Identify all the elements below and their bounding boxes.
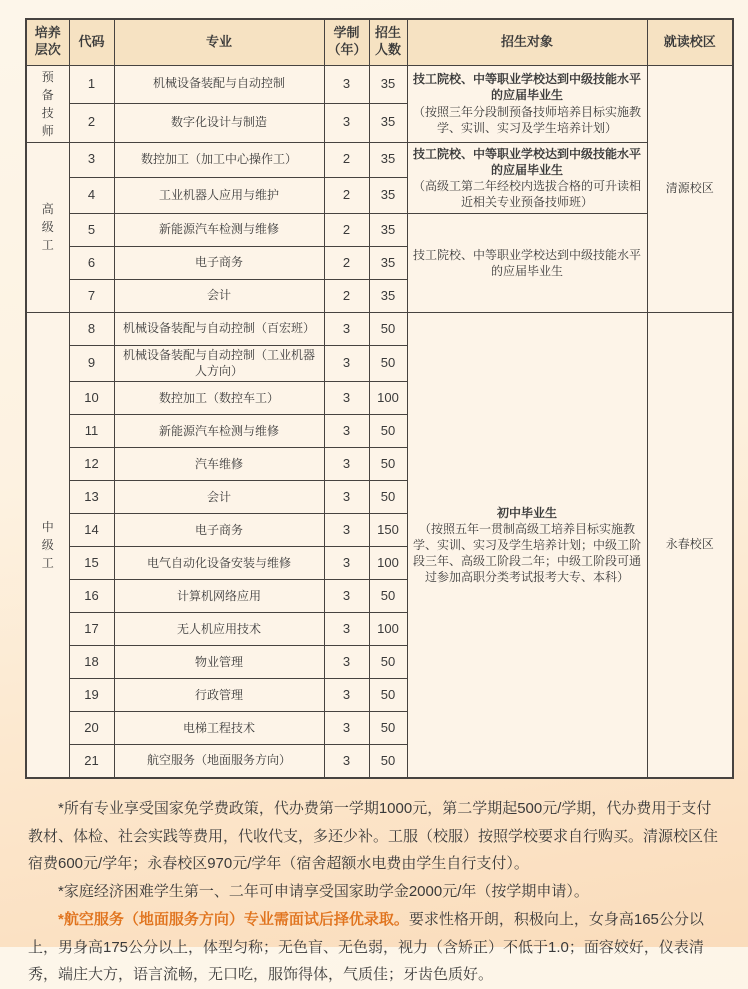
target-bold-text: 技工院校、中等职业学校达到中级技能水平的应届毕业生	[412, 72, 641, 103]
count-cell: 50	[369, 712, 407, 745]
table-row	[26, 142, 733, 178]
table-row	[26, 214, 733, 247]
note-aviation-rest: 要求性格开朗，积极向上，女身高165公分以上，男身高175公分以上，体型匀称；无色盲、无色弱，视力（含矫正）不低于1.0；面容姣好，仪表清秀，端庄大方，语言流畅，无口吃，服饰得体，气质佳；牙齿色质好。	[28, 910, 704, 984]
count-cell: 150	[369, 514, 407, 547]
duration-cell: 3	[324, 481, 369, 514]
header-count: 招生 人数	[369, 19, 407, 65]
major-cell: 机械设备装配与自动控制	[114, 65, 324, 104]
count-cell: 50	[369, 448, 407, 481]
table-row	[26, 313, 733, 346]
major-cell: 数控加工（加工中心操作工）	[114, 142, 324, 178]
count-cell: 50	[369, 415, 407, 448]
campus-cell-yongchun: 永春校区	[647, 313, 733, 778]
target-bold-text: 技工院校、中等职业学校达到中级技能水平的应届毕业生	[412, 146, 641, 177]
duration-cell: 3	[324, 646, 369, 679]
major-cell: 新能源汽车检测与维修	[114, 415, 324, 448]
target-normal-text: 技工院校、中等职业学校达到中级技能水平的应届毕业生	[412, 248, 641, 279]
major-cell: 机械设备装配与自动控制（工业机器人方向）	[114, 346, 324, 382]
code-cell: 2	[69, 104, 114, 143]
code-cell: 3	[69, 142, 114, 178]
code-cell: 1	[69, 65, 114, 104]
code-cell: 12	[69, 448, 114, 481]
note-aviation-highlight: *航空服务（地面服务方向）专业需面试后择优录取。	[58, 910, 409, 928]
enrollment-table	[25, 18, 734, 779]
major-cell: 数字化设计与制造	[114, 104, 324, 143]
major-cell: 会计	[114, 280, 324, 313]
major-cell: 计算机网络应用	[114, 580, 324, 613]
count-cell: 50	[369, 580, 407, 613]
count-cell: 100	[369, 547, 407, 580]
target-normal-text: （高级工第二年经校内选拔合格的可升读相近相关专业预备技师班）	[412, 178, 641, 210]
count-cell: 35	[369, 104, 407, 143]
level-cell-prep-technician: 预备技师	[26, 65, 69, 142]
code-cell: 4	[69, 178, 114, 214]
duration-cell: 2	[324, 214, 369, 247]
note-financial-aid: *家庭经济困难学生第一、二年可申请享受国家助学金2000元/年（按学期申请）。	[58, 883, 589, 901]
duration-cell: 3	[324, 514, 369, 547]
count-cell: 50	[369, 481, 407, 514]
note-aviation-requirements	[28, 906, 722, 989]
footnotes	[0, 779, 748, 989]
table-row	[26, 65, 733, 104]
count-cell: 35	[369, 142, 407, 178]
header-level: 培养 层次	[26, 19, 69, 65]
code-cell: 19	[69, 679, 114, 712]
duration-cell: 3	[324, 745, 369, 778]
duration-cell: 3	[324, 448, 369, 481]
target-cell-senior-plain	[407, 214, 647, 313]
header-code: 代码	[69, 19, 114, 65]
duration-cell: 3	[324, 613, 369, 646]
count-cell: 35	[369, 247, 407, 280]
duration-cell: 2	[324, 280, 369, 313]
code-cell: 7	[69, 280, 114, 313]
duration-cell: 2	[324, 142, 369, 178]
target-cell-prep	[407, 65, 647, 142]
count-cell: 50	[369, 313, 407, 346]
major-cell: 会计	[114, 481, 324, 514]
count-cell: 100	[369, 613, 407, 646]
header-major: 专业	[114, 19, 324, 65]
major-cell: 电梯工程技术	[114, 712, 324, 745]
major-cell: 工业机器人应用与维护	[114, 178, 324, 214]
header-campus: 就读校区	[647, 19, 733, 65]
duration-cell: 3	[324, 313, 369, 346]
count-cell: 50	[369, 745, 407, 778]
target-normal-text: （按照五年一贯制高级工培养目标实施教学、实训、实习及学生培养计划；中级工阶段三年、高级工阶段二年；中级工阶段可通过参加高职分类考试报考大专、本科）	[412, 521, 641, 585]
duration-cell: 3	[324, 679, 369, 712]
count-cell: 35	[369, 65, 407, 104]
major-cell: 新能源汽车检测与维修	[114, 214, 324, 247]
code-cell: 13	[69, 481, 114, 514]
target-bold-text: 初中毕业生	[496, 505, 557, 520]
code-cell: 15	[69, 547, 114, 580]
duration-cell: 3	[324, 547, 369, 580]
note-fees: *所有专业享受国家免学费政策，代办费第一学期1000元，第二学期起500元/学期，代办费用于支付教材、体检、社会实践等费用，代收代支，多还少补。工服（校服）按照学校要求自行购买。清源校区住宿费600元/学年；永春校区970元/学年（宿舍超额水电费由学生自行支付）。	[28, 799, 719, 873]
count-cell: 35	[369, 214, 407, 247]
count-cell: 35	[369, 178, 407, 214]
target-normal-text: （按照三年分段制预备技师培养目标实施教学、实训、实习及学生培养计划）	[412, 104, 641, 135]
level-cell-intermediate-worker: 中级工	[26, 313, 69, 778]
code-cell: 8	[69, 313, 114, 346]
duration-cell: 3	[324, 104, 369, 143]
major-cell: 航空服务（地面服务方向）	[114, 745, 324, 778]
code-cell: 6	[69, 247, 114, 280]
duration-cell: 3	[324, 580, 369, 613]
code-cell: 11	[69, 415, 114, 448]
count-cell: 50	[369, 646, 407, 679]
duration-cell: 3	[324, 65, 369, 104]
duration-cell: 3	[324, 415, 369, 448]
major-cell: 电子商务	[114, 247, 324, 280]
count-cell: 100	[369, 382, 407, 415]
code-cell: 20	[69, 712, 114, 745]
level-cell-senior-worker: 高级工	[26, 142, 69, 313]
duration-cell: 2	[324, 247, 369, 280]
duration-cell: 3	[324, 346, 369, 382]
code-cell: 17	[69, 613, 114, 646]
count-cell: 50	[369, 679, 407, 712]
code-cell: 5	[69, 214, 114, 247]
duration-cell: 3	[324, 382, 369, 415]
major-cell: 物业管理	[114, 646, 324, 679]
header-target: 招生对象	[407, 19, 647, 65]
major-cell: 机械设备装配与自动控制（百宏班）	[114, 313, 324, 346]
duration-cell: 3	[324, 712, 369, 745]
target-cell-senior-upgrade	[407, 142, 647, 214]
count-cell: 50	[369, 346, 407, 382]
header-duration: 学制 （年）	[324, 19, 369, 65]
campus-cell-qingyuan: 清源校区	[647, 65, 733, 313]
major-cell: 数控加工（数控车工）	[114, 382, 324, 415]
target-cell-junior-grads	[407, 313, 647, 778]
duration-cell: 2	[324, 178, 369, 214]
major-cell: 电子商务	[114, 514, 324, 547]
header-row	[26, 19, 733, 65]
code-cell: 16	[69, 580, 114, 613]
major-cell: 汽车维修	[114, 448, 324, 481]
code-cell: 10	[69, 382, 114, 415]
code-cell: 18	[69, 646, 114, 679]
major-cell: 行政管理	[114, 679, 324, 712]
major-cell: 无人机应用技术	[114, 613, 324, 646]
count-cell: 35	[369, 280, 407, 313]
major-cell: 电气自动化设备安装与维修	[114, 547, 324, 580]
code-cell: 14	[69, 514, 114, 547]
code-cell: 21	[69, 745, 114, 778]
code-cell: 9	[69, 346, 114, 382]
